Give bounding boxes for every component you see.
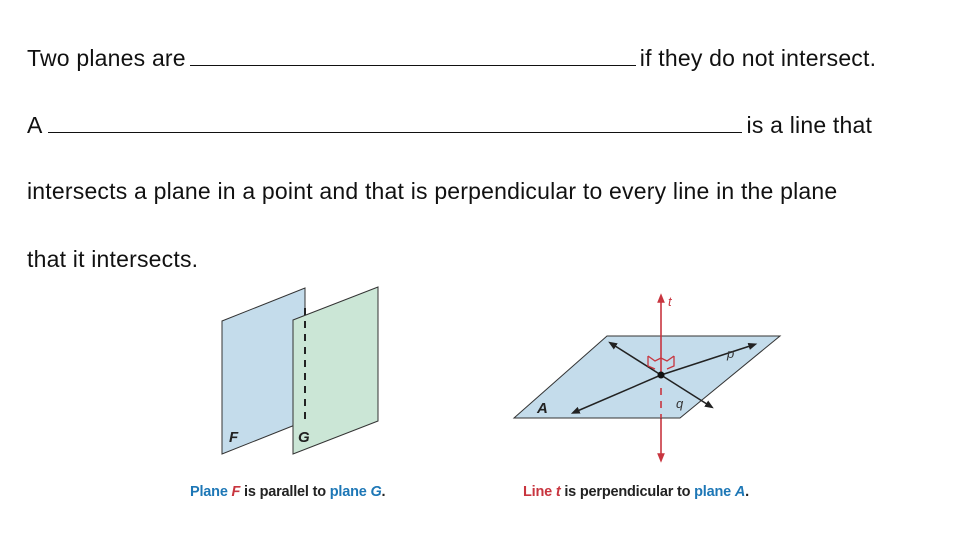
line-p-label: p bbox=[727, 346, 735, 361]
caption-right-a: A bbox=[734, 484, 746, 500]
line-q-label: q bbox=[676, 396, 684, 411]
caption-right-word3: plane bbox=[694, 484, 731, 500]
caption-right-t: t bbox=[555, 484, 561, 500]
plane-a bbox=[514, 336, 780, 418]
intersection-point bbox=[658, 372, 665, 379]
caption-right-word1: Line bbox=[523, 484, 553, 500]
plane-f-label: F bbox=[229, 429, 239, 446]
caption-left-f: F bbox=[231, 484, 241, 500]
sentence2-end: is a line that bbox=[746, 112, 873, 138]
line-t-label: t bbox=[668, 294, 672, 309]
caption-left-word2: is parallel to bbox=[244, 484, 326, 500]
caption-left-word3: plane bbox=[329, 484, 367, 500]
parallel-planes-figure bbox=[222, 287, 378, 454]
sentence2-start: A bbox=[27, 112, 43, 138]
sentence2-line2: intersects a plane in a point and that is perpendicular to every line in the plane bbox=[27, 178, 838, 204]
caption-right-end: . bbox=[745, 484, 749, 500]
plane-a-label: A bbox=[537, 400, 548, 417]
sentence1-start: Two planes are bbox=[27, 45, 186, 71]
plane-g-label: G bbox=[298, 429, 310, 446]
caption-left-end: . bbox=[381, 484, 386, 500]
caption-right-word2: is perpendicular to bbox=[564, 484, 691, 500]
caption-left-word1: Plane bbox=[190, 484, 228, 500]
sentence1-end: if they do not intersect. bbox=[639, 45, 877, 71]
caption-perpendicular bbox=[523, 484, 749, 500]
sentence2-line3: that it intersects. bbox=[27, 246, 199, 272]
perpendicular-line-figure bbox=[514, 294, 780, 458]
caption-left-g: G bbox=[370, 484, 382, 500]
caption-parallel bbox=[190, 484, 385, 500]
